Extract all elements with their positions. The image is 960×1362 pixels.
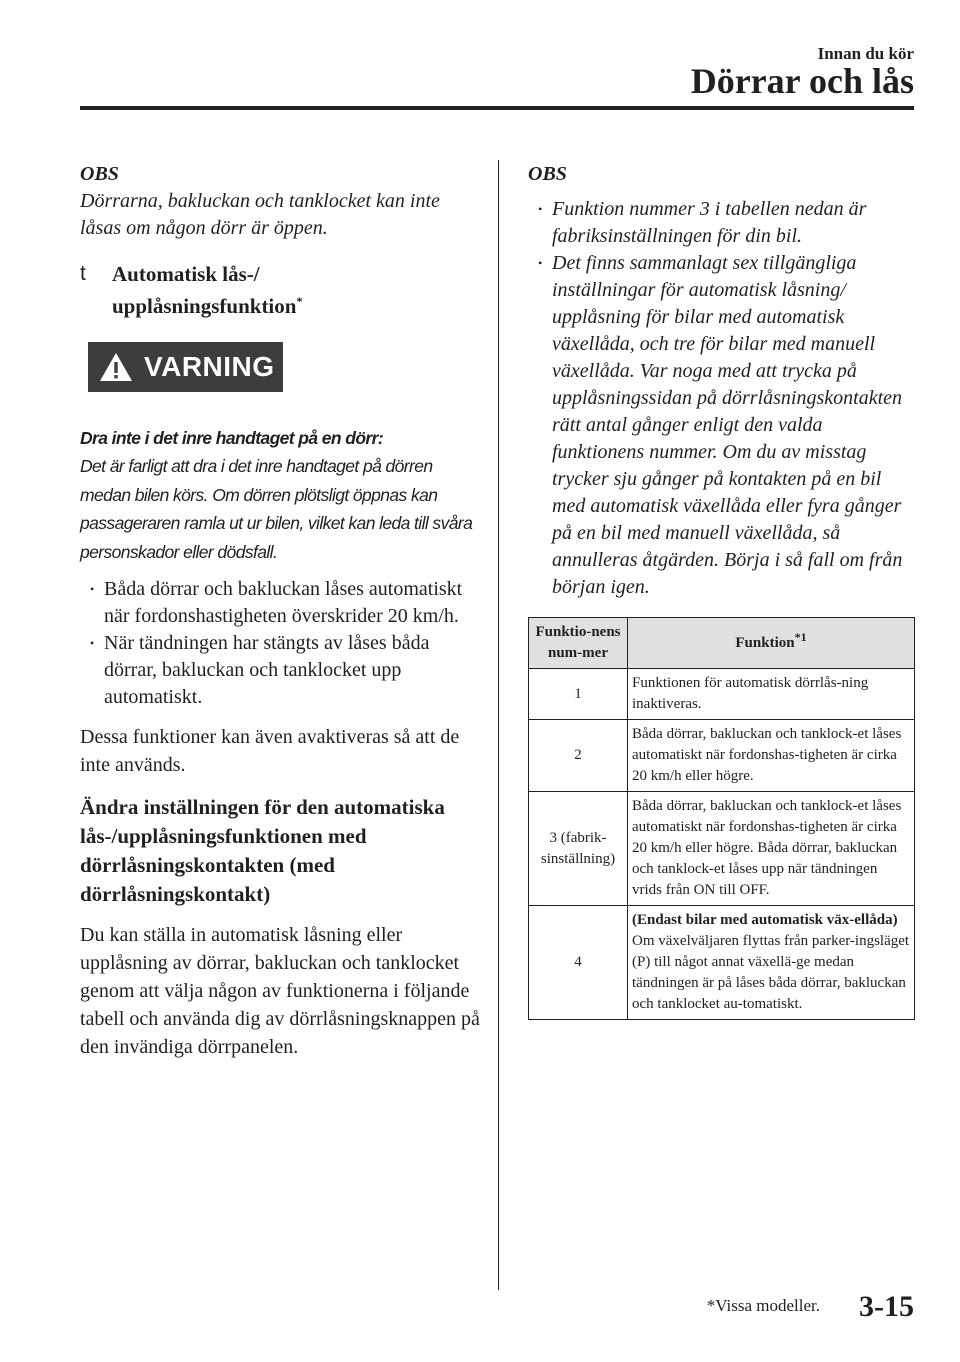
function-number: 4: [529, 906, 628, 1020]
function-number: 3 (fabrik-sinställning): [529, 792, 628, 906]
feature-bullet-list: [80, 576, 480, 711]
left-column: [80, 160, 480, 1061]
warning-title: Dra inte i det inre handtaget på en dörr:: [80, 428, 384, 448]
column-header-function: [628, 618, 915, 669]
section-title-line2: upplåsningsfunktion: [112, 294, 297, 318]
chapter-label: Innan du kör: [817, 44, 914, 63]
list-item: • Det finns sammanlagt sex tillgängliga inställningar för automatisk låsning/ upplåsning för bilar med automatisk växellåda, och tre för bilar med manuell växellåda. Var noga med att trycka på upplåsningssidan på dörrlåsningskontakten rätt antal gånger enligt den valda funktionens nummer. Om du av misstag trycker sju gånger på kontakten på en bil med automatisk växellåda eller fyra gånger på en bil med manuell växellåda, så annulleras åtgärden. Börja i så fall om från början igen.: [528, 250, 918, 601]
function-condition: (Endast bilar med automatisk väx-ellåda): [632, 912, 898, 928]
right-column: [528, 160, 918, 1020]
function-number: 2: [529, 720, 628, 792]
header-divider: [80, 106, 914, 110]
note-text: Dörrarna, bakluckan och tanklocket kan inte låsas om någon dörr är öppen.: [80, 190, 440, 239]
note-label: OBS: [528, 163, 567, 185]
column-header-function-label: Funktion: [735, 634, 795, 651]
table-header-row: [529, 618, 915, 669]
page-number: 3-15: [859, 1290, 914, 1323]
function-detail: Om växelväljaren flyttas från parker-ingsläget (P) till något annat växellä-ge medan tändningen är på låses båda dörrar, bakluckan och tanklocket au-tomatiskt.: [632, 933, 910, 1012]
section-title-line1: Automatisk lås-/: [112, 262, 260, 286]
function-number: 1: [529, 669, 628, 720]
warning-body: Det är farligt att dra i det inre handtaget på dörren medan bilen körs. Om dörren plötsligt öppnas kan passageraren ramla ut ur bilen, vilket kan leda till svåra personskador eller dödsfall.: [80, 456, 473, 562]
paragraph: Dessa funktioner kan även avaktiveras så att de inte används.: [80, 726, 460, 776]
page-title: Dörrar och lås: [690, 61, 914, 101]
footnote-marker: *1: [794, 629, 807, 644]
table-row: [529, 792, 915, 906]
warning-triangle-icon: [98, 351, 134, 383]
table-row: [529, 669, 915, 720]
subheading: Ändra inställningen för den automatiska lås-/upplåsningsfunktionen med dörrlåsningskontakten (med dörrlåsningskontakt): [80, 795, 445, 906]
table-row: [529, 906, 915, 1020]
warning-label: VARNING: [144, 351, 275, 382]
list-item: • Båda dörrar och bakluckan låses automatiskt när fordonshastigheten överskrider 20 km/h.: [80, 576, 480, 630]
paragraph: Du kan ställa in automatisk låsning eller upplåsning av dörrar, bakluckan och tanklocket genom att välja någon av funktionerna i följande tabell och använda dig av dörrlåsningsknappen på den invändiga dörrpanelen.: [80, 924, 480, 1058]
function-description: Båda dörrar, bakluckan och tanklock-et låses automatiskt när fordonshas-tigheten är cirka 20 km/h eller högre.: [628, 720, 915, 792]
section-heading: [80, 258, 480, 322]
column-divider: [498, 160, 499, 1290]
section-title: [112, 258, 302, 322]
footnote: *Vissa modeller.: [706, 1296, 820, 1315]
column-header-number: Funktio-nens num-mer: [529, 618, 628, 669]
function-table: [528, 617, 915, 1020]
function-description: Funktionen för automatisk dörrlås-ning inaktiveras.: [628, 669, 915, 720]
note-label: OBS: [80, 163, 119, 185]
section-marker: t: [80, 262, 86, 285]
footnote-marker: *: [296, 294, 303, 308]
function-description: [628, 906, 915, 1020]
note-bullet-list: [528, 196, 918, 601]
list-item: • När tändningen har stängts av låses båda dörrar, bakluckan och tanklocket upp automatiskt.: [80, 630, 480, 711]
function-description: Båda dörrar, bakluckan och tanklock-et låses automatiskt när fordonshas-tigheten är cirka 20 km/h eller högre. Båda dörrar, bakluckan och tanklock-et låses upp när tändningen vrids från ON till OFF.: [628, 792, 915, 906]
table-row: [529, 720, 915, 792]
warning-banner: [88, 342, 283, 392]
list-item: • Funktion nummer 3 i tabellen nedan är fabriksinställningen för din bil.: [528, 196, 918, 250]
